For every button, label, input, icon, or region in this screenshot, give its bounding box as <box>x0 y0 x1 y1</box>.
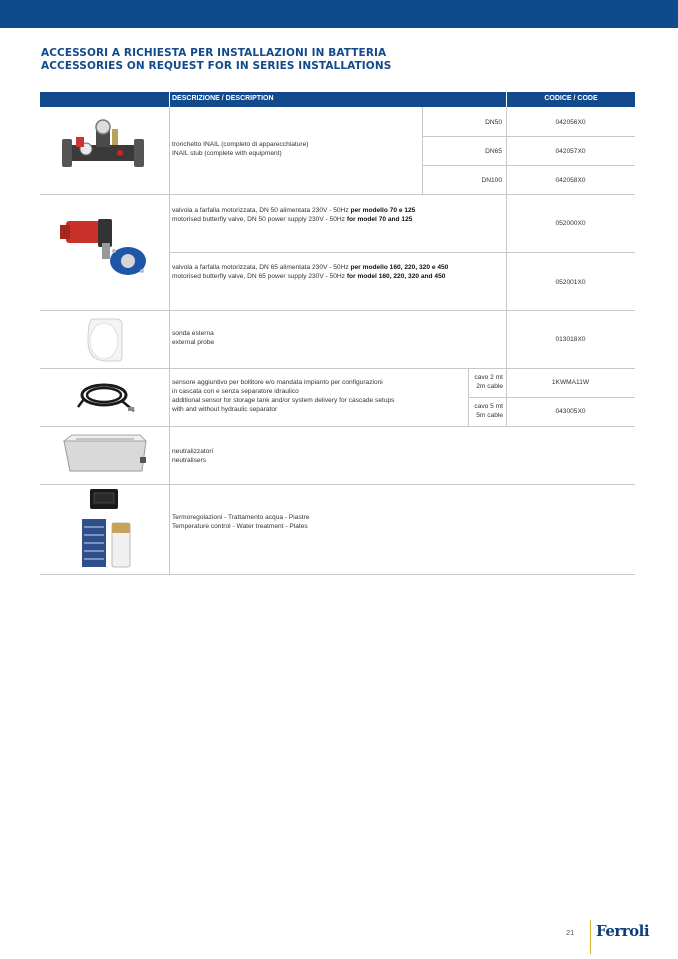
valve65-desc-en: motorised butterfly valve, DN 65 power supply 230V - 50Hz <box>172 273 347 280</box>
valve50-model-it: per modello 70 e 125 <box>350 207 416 214</box>
inail-desc-en: INAIL stub (complete with equipment) <box>172 150 282 157</box>
header-description: DESCRIZIONE / DESCRIPTION <box>172 95 274 102</box>
table-row <box>40 485 635 575</box>
probe-desc-it: sonda esterna <box>172 330 214 337</box>
sensor-cable-2m <box>468 373 506 391</box>
page-number: 21 <box>566 928 575 937</box>
valve65-model-it: per modello 160, 220, 320 e 450 <box>350 264 449 271</box>
inail-code-dn100: 042058X0 <box>555 177 586 184</box>
sensor-desc-4: with and without hydraulic separator <box>172 406 278 413</box>
column-divider <box>169 311 170 368</box>
table-row <box>40 427 635 485</box>
page-title <box>41 47 391 73</box>
valve50-desc-it: valvola a farfalla motorizzata, DN 50 alimentata 230V - 50Hz <box>172 207 351 214</box>
inail-size-dn65: DN65 <box>485 148 502 155</box>
title-italian: ACCESSORI A RICHIESTA PER INSTALLAZIONI IN BATTERIA <box>41 47 387 59</box>
sensor-cable-image <box>76 377 136 417</box>
top-brand-bar <box>0 0 678 28</box>
probe-code: 013018X0 <box>555 336 586 343</box>
thermo-description <box>172 513 502 531</box>
row-divider <box>422 136 635 137</box>
inail-code-dn50: 042056X0 <box>555 119 586 126</box>
sensor-desc-3: additional sensor for storage tank and/or system delivery for cascade setups <box>172 397 395 404</box>
valve65-desc-it: valvola a farfalla motorizzata, DN 65 alimentata 230V - 50Hz <box>172 264 351 271</box>
valve65-description <box>172 263 502 281</box>
cable-5m-it: cavo 5 mt <box>474 403 503 410</box>
sensor-desc-1: sensore aggiuntivo per bollitore e/o mandata impianto per configurazioni <box>172 379 383 386</box>
footer-divider <box>590 920 591 954</box>
cable-2m-it: cavo 2 mt <box>474 374 503 381</box>
table-row <box>40 107 635 195</box>
inail-description <box>172 140 412 158</box>
row-divider <box>468 397 635 398</box>
probe-desc-en: external probe <box>172 339 215 346</box>
thermo-desc-it: Termoregolazioni - Trattamento acqua - Piastre <box>172 514 310 521</box>
header-separator <box>169 92 170 107</box>
row-divider <box>169 252 635 253</box>
row-divider <box>422 165 635 166</box>
neutraliser-description <box>172 447 502 465</box>
valve65-code: 052001X0 <box>555 279 586 286</box>
column-divider <box>169 369 170 426</box>
inail-stub-image <box>62 119 144 181</box>
cable-5m-en: 5m cable <box>476 412 503 419</box>
title-english: ACCESSORIES ON REQUEST FOR IN SERIES INSTALLATIONS <box>41 60 392 72</box>
valve50-desc-en: motorised butterfly valve, DN 50 power supply 230V - 50Hz <box>172 216 347 223</box>
table-row <box>40 311 635 369</box>
column-divider <box>169 485 170 574</box>
inail-code-dn65: 042057X0 <box>555 148 586 155</box>
table-header <box>40 92 635 107</box>
valve50-description <box>172 206 502 224</box>
thermoregulation-products-image <box>78 489 134 571</box>
sensor-desc-2: in cascata con e senza separatore idraulico <box>172 388 299 395</box>
ferroli-logo: Ferroli <box>596 922 650 940</box>
butterfly-valve-image <box>58 207 154 277</box>
cable-2m-en: 2m cable <box>476 383 503 390</box>
sensor-code-2m: 1KWMA11W <box>551 379 590 386</box>
neutraliser-desc-it: neutralizzatori <box>172 448 214 455</box>
inail-size-dn100: DN100 <box>481 177 502 184</box>
neutraliser-desc-en: neutralisers <box>172 457 207 464</box>
inail-size-dn50: DN50 <box>485 119 502 126</box>
inail-desc-it: tronchetto INAIL (completo di apparecchiature) <box>172 141 309 148</box>
probe-description <box>172 329 502 347</box>
header-code: CODICE / CODE <box>544 95 598 102</box>
column-divider <box>169 427 170 484</box>
table-row <box>40 369 635 427</box>
valve65-model-en: for model 160, 220, 320 and 450 <box>346 273 446 280</box>
external-probe-image <box>86 317 126 363</box>
column-divider <box>169 107 170 194</box>
sensor-code-5m: 043005X0 <box>555 408 586 415</box>
thermo-desc-en: Temperature control - Water treatment - Plates <box>172 523 308 530</box>
table-row <box>40 195 635 311</box>
neutraliser-tank-image <box>62 433 148 477</box>
sensor-description <box>172 378 462 414</box>
valve50-code: 052000X0 <box>555 220 586 227</box>
valve50-model-en: for model 70 and 125 <box>346 216 413 223</box>
sensor-cable-5m <box>468 402 506 420</box>
